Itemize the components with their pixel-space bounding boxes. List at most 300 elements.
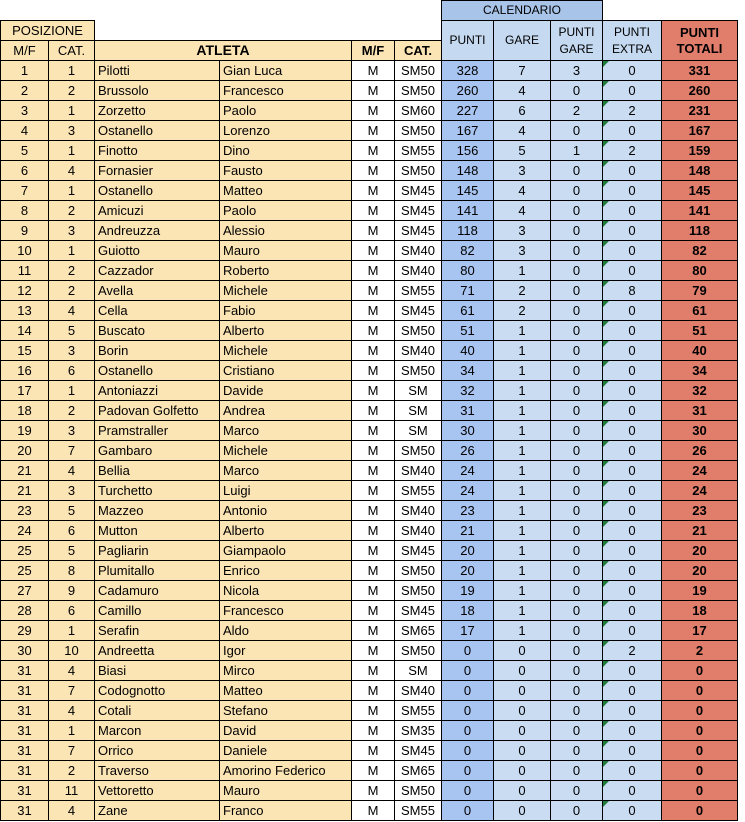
punti-extra-cell [603, 661, 662, 681]
table-row [1, 81, 738, 101]
cat-header: CAT. [395, 41, 442, 61]
gare-cell: 1 [494, 381, 551, 401]
punti-cell: 71 [442, 281, 494, 301]
table-row [1, 181, 738, 201]
sex-cell: M [352, 721, 395, 741]
punti-totali-cell: 2 [662, 641, 738, 661]
punti-cell: 0 [442, 721, 494, 741]
firstname-cell: Marco [220, 461, 352, 481]
surname-cell: Guiotto [95, 241, 220, 261]
category-cell: SM40 [395, 501, 442, 521]
firstname-cell: Francesco [220, 81, 352, 101]
gare-header: GARE [494, 21, 551, 61]
firstname-cell: Mirco [220, 661, 352, 681]
table-row [1, 701, 738, 721]
pos-mf-cell: 28 [1, 601, 49, 621]
pos-mf-cell: 10 [1, 241, 49, 261]
pos-mf-cell: 13 [1, 301, 49, 321]
punti-extra-cell [603, 181, 662, 201]
punti-totali-cell: 40 [662, 341, 738, 361]
posizione-header: POSIZIONE [1, 21, 95, 41]
firstname-cell: Andrea [220, 401, 352, 421]
table-row [1, 581, 738, 601]
punti-gare-header [551, 21, 603, 61]
comment-marker-icon [603, 261, 609, 267]
comment-marker-icon [603, 461, 609, 467]
gare-cell: 1 [494, 581, 551, 601]
punti-totali-cell: 51 [662, 321, 738, 341]
comment-marker-icon [603, 681, 609, 687]
punti-totali-cell: 24 [662, 481, 738, 501]
punti-totali-cell: 159 [662, 141, 738, 161]
pos-cat-cell: 3 [49, 421, 95, 441]
gare-cell: 0 [494, 641, 551, 661]
punti-gare-cell: 3 [551, 61, 603, 81]
gare-cell: 4 [494, 201, 551, 221]
gare-cell: 1 [494, 561, 551, 581]
gare-cell: 2 [494, 301, 551, 321]
table-row [1, 661, 738, 681]
pos-cat-cell: 1 [49, 381, 95, 401]
gare-cell: 1 [494, 541, 551, 561]
firstname-cell: Michele [220, 441, 352, 461]
punti-totali-cell: 231 [662, 101, 738, 121]
punti-extra-cell [603, 201, 662, 221]
punti-extra-value: 0 [628, 543, 636, 558]
sex-cell: M [352, 581, 395, 601]
category-cell: SM65 [395, 621, 442, 641]
pos-mf-cell: 23 [1, 501, 49, 521]
surname-cell: Pramstraller [95, 421, 220, 441]
firstname-cell: Antonio [220, 501, 352, 521]
pos-cat-cell: 5 [49, 321, 95, 341]
punti-gare-cell: 0 [551, 661, 603, 681]
comment-marker-icon [603, 661, 609, 667]
punti-extra-value: 0 [628, 383, 636, 398]
sex-cell: M [352, 241, 395, 261]
gare-cell: 1 [494, 501, 551, 521]
pos-mf-cell: 3 [1, 101, 49, 121]
sex-cell: M [352, 201, 395, 221]
sex-cell: M [352, 121, 395, 141]
punti-extra-cell [603, 501, 662, 521]
comment-marker-icon [603, 781, 609, 787]
punti-cell: 19 [442, 581, 494, 601]
sex-cell: M [352, 301, 395, 321]
punti-extra-value: 0 [628, 763, 636, 778]
cat-pos-header: CAT. [49, 41, 95, 61]
category-cell: SM50 [395, 61, 442, 81]
comment-marker-icon [603, 641, 609, 647]
category-cell: SM45 [395, 541, 442, 561]
firstname-cell: Lorenzo [220, 121, 352, 141]
pos-cat-cell: 4 [49, 461, 95, 481]
comment-marker-icon [603, 141, 609, 147]
punti-extra-cell [603, 461, 662, 481]
table-row [1, 421, 738, 441]
sex-cell: M [352, 441, 395, 461]
punti-totali-cell: 145 [662, 181, 738, 201]
surname-cell: Ostanello [95, 181, 220, 201]
firstname-cell: Giampaolo [220, 541, 352, 561]
punti-gare-cell: 0 [551, 781, 603, 801]
punti-cell: 32 [442, 381, 494, 401]
table-row [1, 61, 738, 81]
gare-cell: 1 [494, 521, 551, 541]
punti-totali-cell: 0 [662, 801, 738, 821]
pos-mf-cell: 31 [1, 661, 49, 681]
punti-extra-value: 0 [628, 63, 636, 78]
punti-extra-value: 0 [628, 723, 636, 738]
surname-cell: Pagliarin [95, 541, 220, 561]
punti-extra-value: 0 [628, 603, 636, 618]
punti-extra-value: 0 [628, 123, 636, 138]
pos-mf-cell: 19 [1, 421, 49, 441]
comment-marker-icon [603, 201, 609, 207]
punti-extra-cell [603, 361, 662, 381]
punti-gare-cell: 0 [551, 341, 603, 361]
surname-cell: Brussolo [95, 81, 220, 101]
surname-cell: Gambaro [95, 441, 220, 461]
punti-extra-value: 0 [628, 703, 636, 718]
pos-cat-cell: 2 [49, 261, 95, 281]
punti-cell: 17 [442, 621, 494, 641]
category-cell: SM45 [395, 601, 442, 621]
gare-cell: 7 [494, 61, 551, 81]
category-cell: SM50 [395, 781, 442, 801]
table-row [1, 381, 738, 401]
punti-cell: 0 [442, 701, 494, 721]
punti-gare-cell: 0 [551, 541, 603, 561]
sex-cell: M [352, 321, 395, 341]
firstname-cell: Roberto [220, 261, 352, 281]
punti-extra-cell [603, 341, 662, 361]
punti-cell: 31 [442, 401, 494, 421]
category-cell: SM40 [395, 241, 442, 261]
punti-gare-cell: 1 [551, 141, 603, 161]
firstname-cell: Cristiano [220, 361, 352, 381]
punti-extra-cell [603, 781, 662, 801]
table-row [1, 361, 738, 381]
comment-marker-icon [603, 401, 609, 407]
punti-extra-value: 0 [628, 423, 636, 438]
pos-mf-cell: 1 [1, 61, 49, 81]
punti-extra-cell [603, 801, 662, 821]
surname-cell: Mazzeo [95, 501, 220, 521]
punti-totali-cell: 0 [662, 721, 738, 741]
sex-cell: M [352, 341, 395, 361]
punti-cell: 80 [442, 261, 494, 281]
gare-cell: 1 [494, 481, 551, 501]
punti-gare-cell: 0 [551, 621, 603, 641]
surname-cell: Borin [95, 341, 220, 361]
punti-cell: 20 [442, 561, 494, 581]
category-cell: SM40 [395, 461, 442, 481]
punti-gare-cell: 0 [551, 401, 603, 421]
surname-cell: Camillo [95, 601, 220, 621]
category-cell: SM55 [395, 281, 442, 301]
punti-extra-cell [603, 301, 662, 321]
punti-totali-cell: 141 [662, 201, 738, 221]
punti-cell: 148 [442, 161, 494, 181]
punti-gare-cell: 0 [551, 281, 603, 301]
table-row [1, 341, 738, 361]
punti-totali-header-line1: PUNTI [680, 24, 719, 40]
punti-totali-cell: 20 [662, 561, 738, 581]
firstname-cell: Aldo [220, 621, 352, 641]
firstname-cell: Fausto [220, 161, 352, 181]
surname-cell: Biasi [95, 661, 220, 681]
pos-cat-cell: 1 [49, 181, 95, 201]
comment-marker-icon [603, 541, 609, 547]
comment-marker-icon [603, 161, 609, 167]
category-cell: SM50 [395, 321, 442, 341]
firstname-cell: Davide [220, 381, 352, 401]
punti-gare-cell: 0 [551, 81, 603, 101]
punti-totali-cell: 118 [662, 221, 738, 241]
sex-cell: M [352, 81, 395, 101]
category-cell: SM50 [395, 161, 442, 181]
punti-extra-cell [603, 281, 662, 301]
surname-cell: Turchetto [95, 481, 220, 501]
punti-extra-value: 0 [628, 483, 636, 498]
surname-cell: Buscato [95, 321, 220, 341]
punti-totali-cell: 61 [662, 301, 738, 321]
punti-cell: 0 [442, 801, 494, 821]
punti-extra-value: 0 [628, 303, 636, 318]
firstname-cell: Mauro [220, 781, 352, 801]
table-row [1, 501, 738, 521]
pos-cat-cell: 1 [49, 61, 95, 81]
punti-extra-value: 2 [628, 643, 636, 658]
punti-totali-cell: 26 [662, 441, 738, 461]
punti-extra-cell [603, 441, 662, 461]
comment-marker-icon [603, 721, 609, 727]
table-row [1, 561, 738, 581]
surname-cell: Ostanello [95, 121, 220, 141]
punti-extra-value: 8 [628, 283, 636, 298]
pos-mf-cell: 24 [1, 521, 49, 541]
comment-marker-icon [603, 421, 609, 427]
punti-extra-cell [603, 741, 662, 761]
punti-gare-cell: 0 [551, 201, 603, 221]
comment-marker-icon [603, 601, 609, 607]
sex-cell: M [352, 481, 395, 501]
pos-mf-cell: 17 [1, 381, 49, 401]
category-cell: SM40 [395, 261, 442, 281]
gare-cell: 0 [494, 661, 551, 681]
pos-cat-cell: 6 [49, 601, 95, 621]
gare-cell: 4 [494, 81, 551, 101]
punti-totali-cell: 0 [662, 741, 738, 761]
pos-cat-cell: 4 [49, 701, 95, 721]
pos-cat-cell: 1 [49, 141, 95, 161]
surname-cell: Avella [95, 281, 220, 301]
mf-header: M/F [352, 41, 395, 61]
punti-extra-cell [603, 541, 662, 561]
category-cell: SM [395, 421, 442, 441]
surname-cell: Vettoretto [95, 781, 220, 801]
sex-cell: M [352, 361, 395, 381]
punti-cell: 26 [442, 441, 494, 461]
punti-totali-cell: 331 [662, 61, 738, 81]
punti-cell: 40 [442, 341, 494, 361]
firstname-cell: Paolo [220, 201, 352, 221]
comment-marker-icon [603, 801, 609, 807]
punti-cell: 0 [442, 761, 494, 781]
punti-extra-value: 0 [628, 463, 636, 478]
firstname-cell: Fabio [220, 301, 352, 321]
pos-cat-cell: 7 [49, 681, 95, 701]
table-row [1, 461, 738, 481]
sex-cell: M [352, 561, 395, 581]
punti-extra-cell [603, 681, 662, 701]
sex-cell: M [352, 781, 395, 801]
punti-totali-cell: 0 [662, 701, 738, 721]
pos-cat-cell: 11 [49, 781, 95, 801]
category-cell: SM [395, 401, 442, 421]
pos-cat-cell: 2 [49, 401, 95, 421]
surname-cell: Mutton [95, 521, 220, 541]
punti-extra-cell [603, 101, 662, 121]
category-cell: SM45 [395, 301, 442, 321]
sex-cell: M [352, 681, 395, 701]
punti-totali-cell: 32 [662, 381, 738, 401]
surname-cell: Padovan Golfetto [95, 401, 220, 421]
comment-marker-icon [603, 581, 609, 587]
table-row [1, 801, 738, 821]
surname-cell: Fornasier [95, 161, 220, 181]
comment-marker-icon [603, 181, 609, 187]
table-row [1, 161, 738, 181]
punti-cell: 82 [442, 241, 494, 261]
pos-cat-cell: 4 [49, 301, 95, 321]
comment-marker-icon [603, 701, 609, 707]
pos-mf-cell: 31 [1, 761, 49, 781]
punti-gare-cell: 2 [551, 101, 603, 121]
punti-gare-cell: 0 [551, 761, 603, 781]
sex-cell: M [352, 61, 395, 81]
firstname-cell: Marco [220, 421, 352, 441]
punti-gare-header-line1: PUNTI [558, 24, 595, 39]
sex-cell: M [352, 541, 395, 561]
punti-extra-cell [603, 141, 662, 161]
punti-extra-cell [603, 61, 662, 81]
punti-extra-cell [603, 381, 662, 401]
pos-mf-cell: 29 [1, 621, 49, 641]
table-row [1, 721, 738, 741]
category-cell: SM50 [395, 121, 442, 141]
pos-mf-cell: 31 [1, 681, 49, 701]
punti-cell: 145 [442, 181, 494, 201]
comment-marker-icon [603, 621, 609, 627]
punti-cell: 0 [442, 661, 494, 681]
category-cell: SM40 [395, 341, 442, 361]
firstname-cell: Mauro [220, 241, 352, 261]
pos-mf-cell: 21 [1, 481, 49, 501]
punti-extra-header-line1: PUNTI [614, 24, 650, 39]
table-row [1, 261, 738, 281]
punti-gare-cell: 0 [551, 721, 603, 741]
punti-header: PUNTI [442, 21, 494, 61]
punti-extra-value: 0 [628, 203, 636, 218]
category-cell: SM50 [395, 81, 442, 101]
sex-cell: M [352, 501, 395, 521]
table-row [1, 281, 738, 301]
sex-cell: M [352, 161, 395, 181]
comment-marker-icon [603, 761, 609, 767]
punti-extra-cell [603, 221, 662, 241]
sex-cell: M [352, 601, 395, 621]
header-blank [1, 1, 442, 21]
surname-cell: Marcon [95, 721, 220, 741]
header-blank-mid [95, 21, 442, 41]
pos-cat-cell: 4 [49, 161, 95, 181]
pos-mf-cell: 5 [1, 141, 49, 161]
firstname-cell: Paolo [220, 101, 352, 121]
pos-cat-cell: 1 [49, 241, 95, 261]
pos-cat-cell: 6 [49, 361, 95, 381]
firstname-cell: Igor [220, 641, 352, 661]
gare-cell: 0 [494, 761, 551, 781]
comment-marker-icon [603, 121, 609, 127]
table-row [1, 101, 738, 121]
comment-marker-icon [603, 521, 609, 527]
punti-cell: 61 [442, 301, 494, 321]
category-cell: SM45 [395, 181, 442, 201]
punti-extra-cell [603, 261, 662, 281]
category-cell: SM35 [395, 721, 442, 741]
pos-cat-cell: 2 [49, 761, 95, 781]
punti-extra-value: 0 [628, 83, 636, 98]
comment-marker-icon [603, 441, 609, 447]
pos-mf-cell: 9 [1, 221, 49, 241]
surname-cell: Antoniazzi [95, 381, 220, 401]
category-cell: SM45 [395, 201, 442, 221]
firstname-cell: Alessio [220, 221, 352, 241]
punti-gare-cell: 0 [551, 421, 603, 441]
category-cell: SM50 [395, 581, 442, 601]
firstname-cell: Nicola [220, 581, 352, 601]
sex-cell: M [352, 261, 395, 281]
surname-cell: Pilotti [95, 61, 220, 81]
pos-cat-cell: 1 [49, 721, 95, 741]
surname-cell: Andreuzza [95, 221, 220, 241]
punti-extra-cell [603, 581, 662, 601]
firstname-cell: Daniele [220, 741, 352, 761]
pos-cat-cell: 7 [49, 741, 95, 761]
punti-gare-cell: 0 [551, 681, 603, 701]
punti-extra-value: 0 [628, 323, 636, 338]
pos-mf-cell: 30 [1, 641, 49, 661]
punti-extra-value: 0 [628, 803, 636, 818]
punti-extra-cell [603, 481, 662, 501]
punti-totali-cell: 167 [662, 121, 738, 141]
classifica-body [1, 61, 738, 821]
surname-cell: Cotali [95, 701, 220, 721]
firstname-cell: Alberto [220, 321, 352, 341]
punti-cell: 0 [442, 781, 494, 801]
pos-mf-cell: 18 [1, 401, 49, 421]
table-row [1, 641, 738, 661]
category-cell: SM65 [395, 761, 442, 781]
punti-extra-cell [603, 241, 662, 261]
table-row [1, 241, 738, 261]
table-row [1, 481, 738, 501]
pos-cat-cell: 3 [49, 121, 95, 141]
punti-gare-cell: 0 [551, 561, 603, 581]
firstname-cell: Alberto [220, 521, 352, 541]
